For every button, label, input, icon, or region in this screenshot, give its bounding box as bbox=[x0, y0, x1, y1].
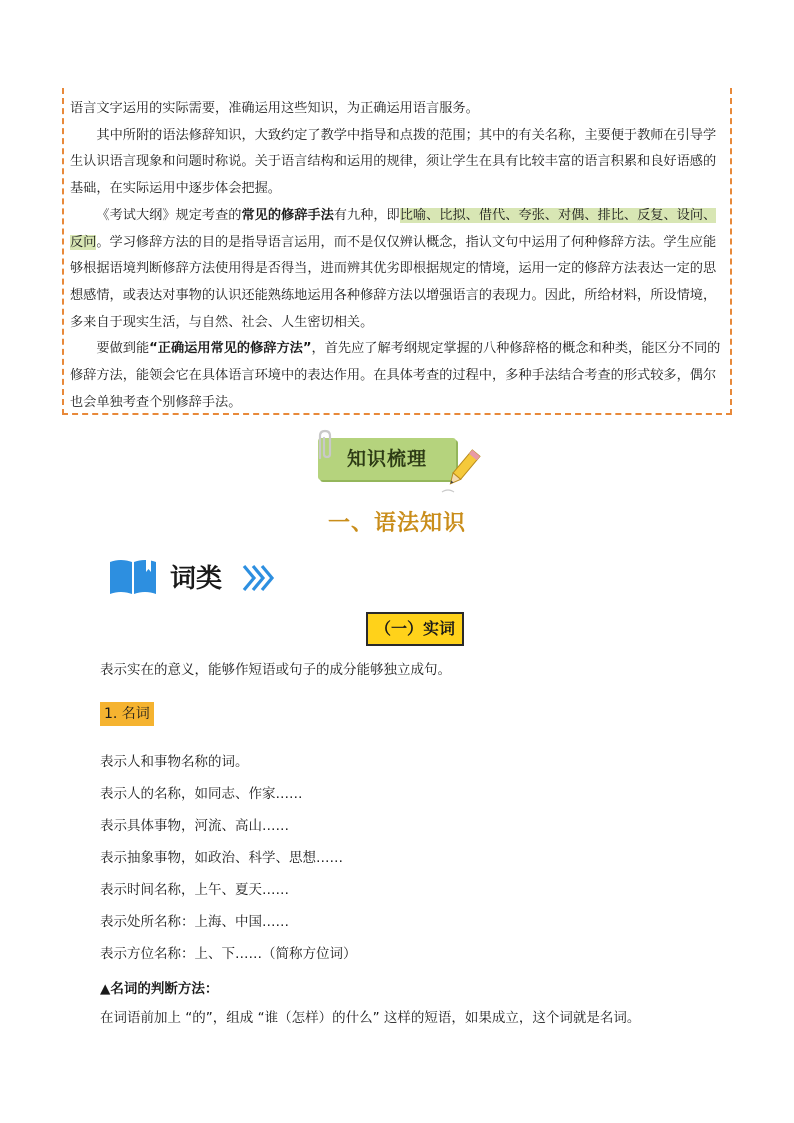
intro-paragraph-2: 其中所附的语法修辞知识，大致约定了教学中指导和点拨的范围；其中的有关名称，主要便于教师在引导学生认识语言现象和问题时称说。关于语言结构和运用的规律，须让学生在具有比较丰富的语言积累和良好语感的基础，在实际运用中逐步体会把握。 bbox=[70, 127, 717, 197]
noun-line: 表示抽象事物，如政治、科学、思想…… bbox=[100, 850, 343, 866]
rhetoric-list-highlight: 比喻、比拟、借代、夸张、对偶、排比、反复、设问、反问 bbox=[70, 207, 717, 250]
noun-method-title: ▲名词的判断方法： bbox=[100, 981, 219, 997]
intro-paragraph-1: 语言文字运用的实际需要，准确运用这些知识，为正确运用语言服务。 bbox=[70, 101, 479, 116]
section-title-grammar: 一、语法知识 bbox=[327, 511, 466, 536]
noun-line: 表示时间名称，上午、夏天…… bbox=[100, 882, 289, 898]
intro-text-block bbox=[70, 96, 724, 416]
banner-label: 知识梳理 bbox=[346, 448, 427, 470]
noun-line: 表示方位名称：上、下……（简称方位词） bbox=[100, 946, 357, 962]
knowledge-banner bbox=[312, 428, 488, 496]
noun-line: 表示具体事物，河流、高山…… bbox=[100, 818, 289, 834]
intro-p4-text-b: ，首先应了解考纲规定掌握的八种修辞格的概念和种类，能区分不同的修辞方法，能领会它在具体语言环境中的表达作用。在具体考查的过程中，多种手法结合考查的形式较多，偶尔也会单独考查个别修辞手法。 bbox=[70, 341, 721, 410]
book-icon bbox=[108, 556, 158, 596]
double-chevron-icon bbox=[240, 562, 276, 594]
intro-p4-bold: “正确运用常见的修辞方法” bbox=[149, 341, 312, 357]
intro-p3-text-a: 《考试大纲》规定考查的 bbox=[96, 207, 242, 223]
intro-paragraph-4 bbox=[70, 336, 724, 416]
intro-p3-text-b: 有九种，即 bbox=[333, 207, 400, 223]
shici-label: （一）实词 bbox=[366, 612, 464, 646]
intro-paragraph-3 bbox=[70, 203, 724, 337]
noun-method-text: 在词语前加上 “的”，组成 “谁（怎样）的什么” 这样的短语，如果成立，这个词就是名词。 bbox=[100, 1010, 641, 1026]
intro-p3-text-c: 。学习修辞方法的目的是指导语言运用，而不是仅仅辨认概念，指认文句中运用了何种修辞方法。学生应能够根据语境判断修辞方法使用得是否得当，进而辨其优劣即根据规定的情境，运用一定的修辞方法表达一定的思想感情，或表达对事物的认识还能熟练地运用各种修辞方法以增强语言的表现力。因此，所给材料，所设情境，多来自于现实生活，与自然、社会、人生密切相关。 bbox=[70, 234, 717, 330]
noun-line: 表示人和事物名称的词。 bbox=[100, 754, 249, 770]
intro-p4-text-a: 要做到能 bbox=[96, 341, 150, 357]
noun-tag: 1. 名词 bbox=[100, 702, 154, 726]
shici-description: 表示实在的意义，能够作短语或句子的成分能够独立成句。 bbox=[100, 662, 451, 678]
intro-p3-bold: 常见的修辞手法 bbox=[241, 207, 334, 223]
pencil-icon bbox=[438, 444, 486, 496]
wordclass-label: 词类 bbox=[170, 564, 223, 594]
noun-line: 表示人的名称，如同志、作家…… bbox=[100, 786, 303, 802]
noun-line: 表示处所名称：上海、中国…… bbox=[100, 914, 289, 930]
